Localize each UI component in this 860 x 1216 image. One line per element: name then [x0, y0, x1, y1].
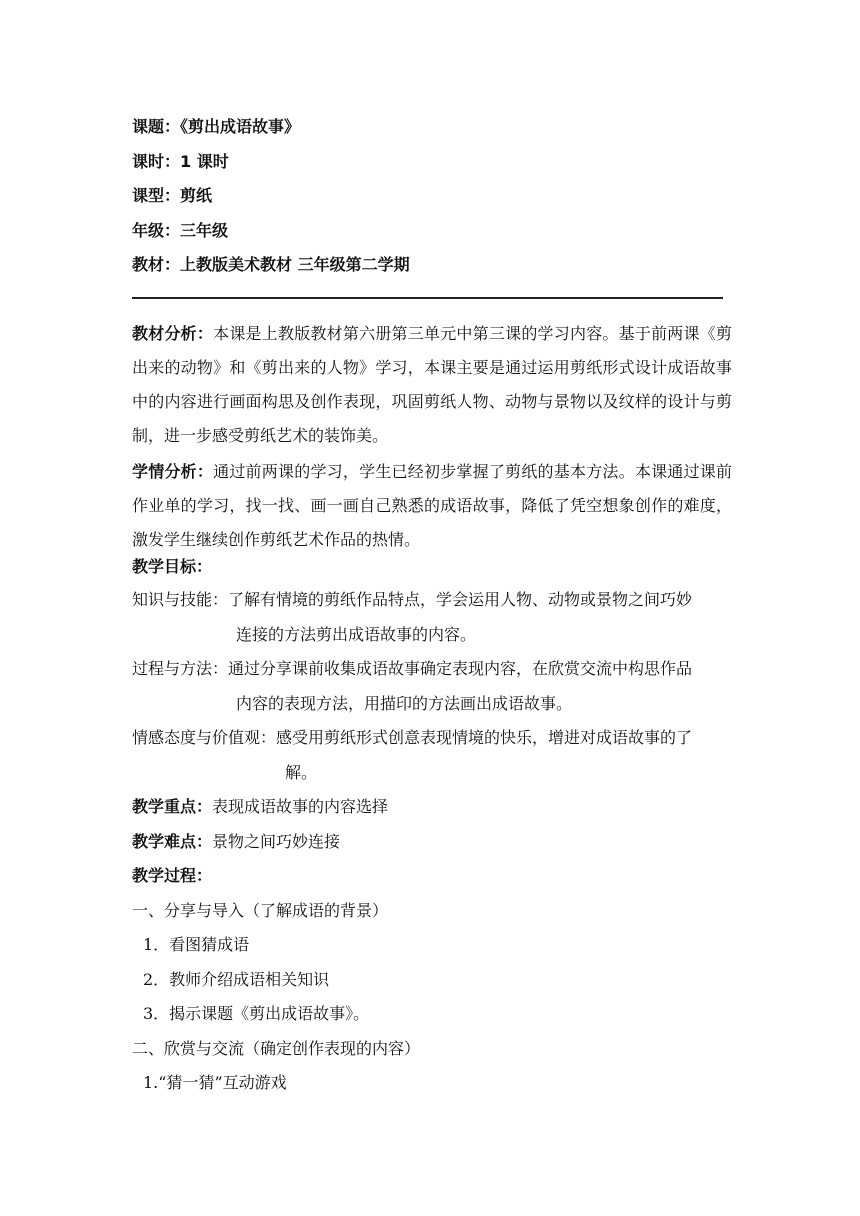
procedure-item: 1.“猜一猜”互动游戏	[143, 1073, 287, 1092]
objective-process-label: 过程与方法：	[132, 659, 229, 678]
lesson-textbook-label: 教材：	[132, 255, 181, 274]
lesson-period	[132, 152, 229, 172]
lesson-period-label: 课时：	[132, 152, 181, 171]
lesson-title-value: 《剪出成语故事》	[180, 117, 301, 136]
student-analysis-text: 通过前两课的学习，学生已经初步掌握了剪纸的基本方法。本课通过课前作业单的学习，找一找、画一画自己熟悉的成语故事，降低了凭空想象创作的难度，激发学生继续创作剪纸艺术作品的热情。	[132, 462, 732, 549]
objective-knowledge	[132, 590, 692, 610]
objective-knowledge-line2: 连接的方法剪出成语故事的内容。	[236, 625, 477, 644]
lesson-type-value: 剪纸	[180, 186, 213, 205]
objective-emotion-label: 情感态度与价值观：	[132, 728, 277, 747]
difficulty	[132, 832, 340, 852]
difficulty-text: 景物之间巧妙连接	[212, 832, 341, 851]
lesson-grade	[132, 221, 228, 241]
lesson-type-label: 课型：	[132, 186, 181, 205]
objective-emotion-line1: 感受用剪纸形式创意表现情境的快乐，增进对成语故事的了	[276, 728, 693, 747]
student-analysis-label: 学情分析：	[132, 462, 214, 481]
objective-process	[132, 659, 692, 679]
objective-emotion-line2: 解。	[285, 763, 318, 782]
lesson-period-value: 1 课时	[180, 152, 229, 171]
lesson-grade-label: 年级：	[132, 221, 181, 240]
lesson-type	[132, 186, 212, 206]
objective-knowledge-label: 知识与技能：	[132, 590, 229, 609]
objective-process-line2: 内容的表现方法，用描印的方法画出成语故事。	[236, 694, 573, 713]
procedure-heading: 教学过程：	[132, 866, 213, 885]
lesson-title-label: 课题：	[132, 117, 181, 136]
textbook-analysis-text: 本课是上教版教材第六册第三单元中第三课的学习内容。基于前两课《剪出来的动物》和《剪出来的人物》学习，本课主要是通过运用剪纸形式设计成语故事中的内容进行画面构思及创作表现，巩固剪纸人物、动物与景物以及纹样的设计与剪制，进一步感受剪纸艺术的装饰美。	[132, 324, 732, 445]
procedure-item: 2．教师介绍成语相关知识	[143, 970, 330, 989]
objective-process-line1: 通过分享课前收集成语故事确定表现内容，在欣赏交流中构思作品	[228, 659, 693, 678]
separator-line	[132, 297, 723, 299]
textbook-analysis	[132, 317, 732, 453]
objectives-heading: 教学目标：	[132, 557, 213, 576]
procedure-section-2: 二、欣赏与交流（确定创作表现的内容）	[132, 1039, 421, 1058]
lesson-title	[132, 117, 300, 137]
procedure-section-1: 一、分享与导入（了解成语的背景）	[132, 901, 389, 920]
key-point-label: 教学重点：	[132, 797, 213, 816]
lesson-grade-value: 三年级	[180, 221, 229, 240]
objective-emotion	[132, 728, 692, 748]
student-analysis	[132, 455, 732, 557]
procedure-item: 3．揭示课题《剪出成语故事》。	[143, 1004, 370, 1023]
lesson-textbook-value: 上教版美术教材 三年级第二学期	[180, 255, 410, 274]
lesson-textbook	[132, 255, 410, 275]
difficulty-label: 教学难点：	[132, 832, 213, 851]
textbook-analysis-label: 教材分析：	[132, 324, 214, 343]
procedure-item: 1．看图猜成语	[143, 935, 250, 954]
key-point	[132, 797, 388, 817]
key-point-text: 表现成语故事的内容选择	[212, 797, 389, 816]
objective-knowledge-line1: 了解有情境的剪纸作品特点，学会运用人物、动物或景物之间巧妙	[228, 590, 693, 609]
